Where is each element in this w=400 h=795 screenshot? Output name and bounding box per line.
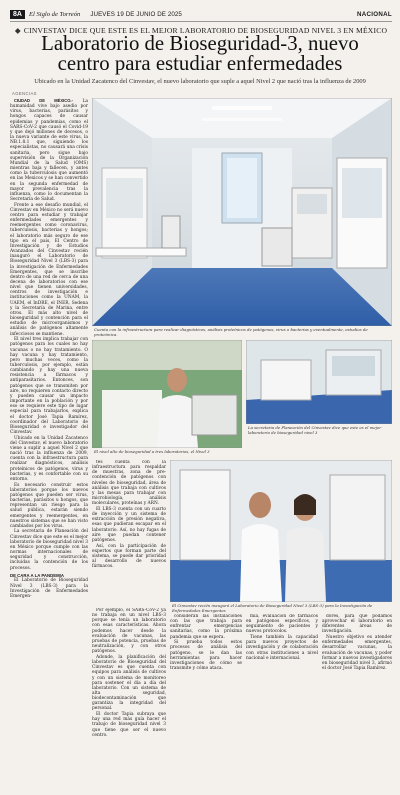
- diamond-icon: ◆: [14, 26, 21, 35]
- paper-name: El Siglo de Torreón: [28, 11, 81, 18]
- paragraph: Por ejemplo, el SARS-CoV-2 ya no trabaja en un nivel LBS-3 porque se tenía un laboratorio con esas características. Ahora podemos hacer desde la evaluación de vacunas, las pruebas de potencia, pruebas de neutralización, y con otros patógenos.: [92, 608, 166, 655]
- paragraph: Frente a ese desafío mundial, el Cinvestav en México no será nuevo centro para estudiar y trabajar enfermedades emergentes y reemergentes como coronavirus, tuberculosis, bacterias y hongos; el laboratorio más seguro de ese tipo en el país, El Centro de Investigación y de Estudios Avanzados del Cinvestav recién inauguró el Laboratorio de Bioseguridad Nivel 3 (LBS-3) para la investigación de Enfermedades Emergentes, que se inscribe dentro de una red de cerca de una decena de laboratorios con ese nivel que tienen universidades, centros de investigación e instituciones como la UNAM, la UAEM, el InDRE, el INER, Sedena y la Secretaría de Marina, entre otros. El más alto nivel de bioseguridad y contención para el estudio de microorganismos y análisis de patógenos altamente infecciosos se mantiene.: [10, 202, 88, 337]
- article-column-2b: [92, 608, 166, 788]
- paragraph: Así, con la participación de expertos que forman parte del sistema, se puede dar prioridad al desarrollo de nuevos fármacos.: [92, 543, 166, 570]
- agency-credit: AGENCIAS: [12, 91, 37, 96]
- paragraph: La secretaria de Planeación del Cinvestav dice que este es el mejor laboratorio de bioseguridad nivel 3 en México porque cumple con las normas internacionales de seguridad y construcción, incluidas la contención de los procesos.: [10, 529, 88, 571]
- dateline: CIUDAD DE MÉXICO.-: [14, 98, 73, 103]
- article-column-5: [322, 614, 392, 788]
- paragraph: El doctor Tapia subraya que hay una red más guía hacer el trabajo de bioseguridad nivel 3 que tiene que ser el nuevo centro.: [92, 712, 166, 738]
- article-column-4: [246, 614, 318, 788]
- photo-caption-top: Cuenta con la infraestructura para realizar diagnósticos, análisis proteínicos de patógenos, virus o bacterias y eventualmente, estudios de proteómica.: [94, 327, 368, 337]
- paragraph: Adonde, la planificación del laboratorio de Bioseguridad del Cinvestav es que cuenta con equipos para análisis de cultivos y con un sistema de monitoreo para sostener el día a día del laboratorio. Con un sistema de alta seguridad, biodecontaminación que garantiza la integridad del personal.: [92, 654, 166, 712]
- paragraph: Nuestro objetivo es atender enfermedades emergentes, desarrollar vacunas, la evaluación de vacunas, y poder formar a nuevos investigadores en bioseguridad nivel 3, afirmó el doctor José Tapia Ramírez.: [322, 635, 392, 672]
- paragraph: Tiene también la capacidad para nuevos proyectos de investigación y de colaboración con otras instituciones a nivel nacional e internacional.: [246, 635, 318, 661]
- lab-equipment-photo: [246, 340, 392, 424]
- photo-caption-mid-right: La secretaria de Planeación del Cinvestav dice que este es el mejor laboratorio de bioseguridad nivel 3: [248, 425, 382, 435]
- paragraph: El nivel tres implica trabajar con patógenos para los cuales no hay vacunas o no hay tratamiento. O hay vacuna y hay tratamiento, pero muchas veces, como la tuberculosis, por ejemplo, están cambiando y hay una nueva resistencia a fármacos y antiparasitarios. Entonces, son patógenos que se transmiten por aire, no requieren contacto directo y pueden causar un impacto importante en la población y por eso se requiere este tipo de lugar especial para trabajarlos, explica el doctor José Tapia Ramírez, coordinador del Laboratorio de Bioseguridad e investigador del Cinvestav.: [10, 337, 88, 435]
- headline-line-1: Laboratorio de Bioseguridad-3, nuevo: [41, 32, 359, 55]
- paragraph: mia, evaluación de fármacos en patógenos específicos, y seguimiento de pacientes y nuevos protocolos.: [246, 614, 318, 635]
- article-headline: [6, 34, 394, 74]
- paragraph: El Laboratorio de Bioseguridad Nivel 3 (LBS-3) para la Investigación de Enfermedades Emergen-: [10, 578, 88, 599]
- crosshead: DE CARA A LA PANDEMIA: [10, 572, 64, 578]
- article-column-1: [10, 98, 88, 788]
- paragraph: Ubicado en la Unidad Zacatenco del Cinvestav, el nuevo laboratorio viene a suplir a aquel Nivel 2 que nació tras la influenza de 2009, cuenta con la infraestructura para realizar diagnósticos, análisis proteínicos de patógenos, virus y bacterias, y es confortable con su entorno.: [10, 435, 88, 482]
- paragraph: tes cuenta con la infraestructura para respaldar de muestras, zona de pre-contención de patógenos con niveles de bioseguridad, área de análisis que trabaja con cultivos y las mesas para trabajar con microbiología, análisis moleculares, proteínas y ARN.: [92, 460, 166, 507]
- headline-line-2: centro para estudiar enfermedades: [57, 52, 343, 75]
- paragraph: La humanidad vive bajo asedio por virus, bacterias, parásitos y hongos capaces de causar epidemias y pandemias, como el SARS-CoV-2 que causó el Covid-19 y que dejó millones de decesos, o la nueva variante de este virus, la NB.1.8.1 que, siguiendo los especialistas, no causará una crisis sanitaria, pero sigue bajo supervisión de la Organización Mundial de la Salud (OMS) mientras baja y fallecen, y antes como la tuberculosis que aumentó en las Mexicos y se han convertido en la segunda enfermedad de mayor prevalencia tras la influenza, como lo documentan la Secretaría de Salud.: [10, 99, 88, 202]
- paragraph: dores, para que podamos aprovechar el laboratorio en diferentes áreas de investigación.: [322, 614, 392, 635]
- article-kicker: ◆ CINVESTAV DICE QUE ESTE ES EL MEJOR LABORATORIO DE BIOSEGURIDAD NIVEL 3 EN MÉXICO: [14, 26, 388, 35]
- article-column-3: [170, 614, 242, 788]
- article-subhead: Ubicado en la Unidad Zacatenco del Cinvestav, el nuevo laboratorio que suple a aquel Nivel 2 que nació tras la influenza de 2009: [34, 78, 366, 85]
- paragraph: Es necesario construir estos laboratorios porque los nuevos patógenos que pueden ser virus, bacterias, parásitos u hongos, que representan un riesgo para la salud pública, estarán siendo emergentes y reemergentes, en nuestros sistemas que se han visto cambiados por los virus.: [10, 482, 88, 529]
- researchers-portrait-photo: [170, 460, 392, 602]
- article-column-2: [92, 460, 166, 605]
- section-name: NACIONAL: [356, 11, 392, 18]
- paragraph: Si prueba todos estos procesos de análisis del patógeno, se le dan las herramientas para hacer investigaciones de cómo se transmite y cómo ataca.: [170, 640, 242, 672]
- issue-date: JUEVES 19 DE JUNIO DE 2025: [90, 11, 182, 18]
- photo-caption-bottom: El Cinvestav recién inauguró el Laboratorio de Bioseguridad Nivel 3 (LBS-3) para la Investigación de Enfermedades Emergentes: [172, 603, 373, 613]
- paragraph: consideran las instalaciones con las que trabaja para enfrentar emergencias sanitarias, como la próxima pandemia que se espera.: [170, 614, 242, 640]
- masthead: [10, 8, 392, 22]
- paragraph: El LBS-3 cuenta con un cuarto de inyección y un sistema de extracción de presión negativa, esas que pudieran escapar en el laboratorio. Así, no hay fugas de aire que puedan contener patógenos.: [92, 506, 166, 543]
- researcher-photo: [92, 340, 242, 448]
- lab-interior-photo: [92, 98, 392, 326]
- photo-caption-mid-left: El nivel alto de bioseguridad a tres laboratorios, el Nivel 3: [94, 449, 210, 454]
- page-number: 8A: [10, 10, 25, 19]
